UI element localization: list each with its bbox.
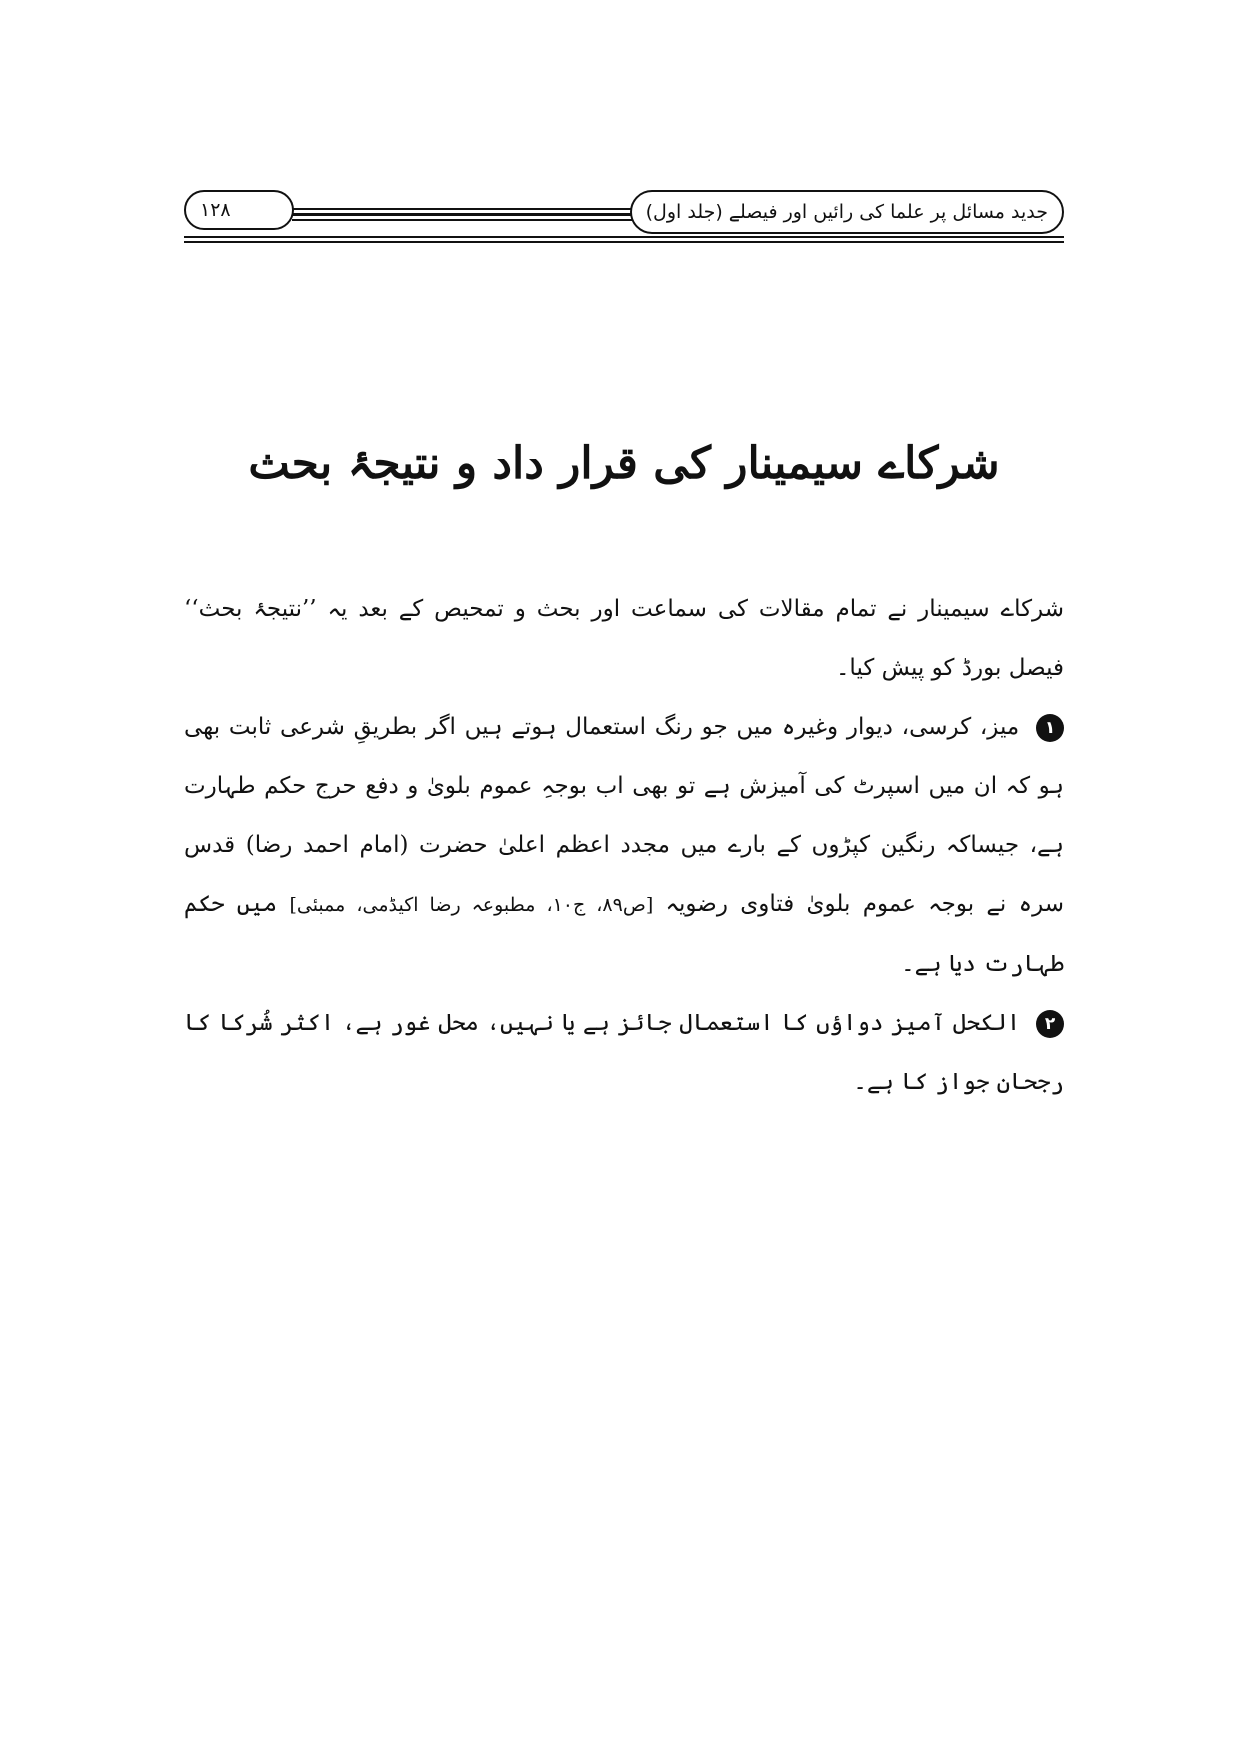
point-number-badge: ۱ — [1036, 714, 1064, 742]
point-2 — [184, 994, 1064, 1112]
point-2-text: الکحل آمیز دواؤں کا استعمال جائز ہے یا نہیں، محل غور ہے، اکثر شُرکا کا رجحان جواز کا ہے۔ — [184, 1010, 1064, 1095]
point-1 — [184, 698, 1064, 994]
point-1-text: میز، کرسی، دیوار وغیرہ میں جو رنگ استعمال ہوتے ہیں اگر بطریقِ شرعی ثابت بھی ہو کہ ان میں اسپرٹ کی آمیزش ہے تو بھی اب بوجہِ عموم بلویٰ و دفع حرج حکم طہارت ہے، جیساکہ رنگین کپڑوں کے بارے میں مجدد اعظم اعلیٰ حضرت (امام احمد رضا) قدس سرہ نے بوجہ عموم بلویٰ فتاوی رضویہ — [184, 714, 1065, 917]
header-underline — [184, 236, 1064, 238]
header-underline — [184, 241, 1064, 243]
intro-line-2: فیصل بورڈ کو پیش کیا۔ — [835, 655, 1064, 681]
point-1-text-end: میں حکم طہارت دیا ہے۔ — [184, 891, 1064, 977]
point-number-badge: ۲ — [1036, 1010, 1064, 1038]
point-1-reference: [ص۸۹، ج۱۰، مطبوعہ رضا اکیڈمی، ممبئی] — [289, 894, 654, 916]
body-text — [184, 580, 1064, 1112]
page-number: ۱۲۸ — [184, 190, 294, 230]
intro-line-1: شرکاے سیمینار نے تمام مقالات کی سماعت اور بحث و تمحیص کے بعد یہ ’’نتیجۂ بحث‘‘ — [184, 596, 1064, 622]
page-header — [184, 184, 1064, 246]
section-title: شرکاے سیمینار کی قرار داد و نتیجۂ بحث — [248, 438, 1000, 489]
book-title: جدید مسائل پر علما کی رائیں اور فیصلے (جلد اول) — [630, 190, 1064, 234]
